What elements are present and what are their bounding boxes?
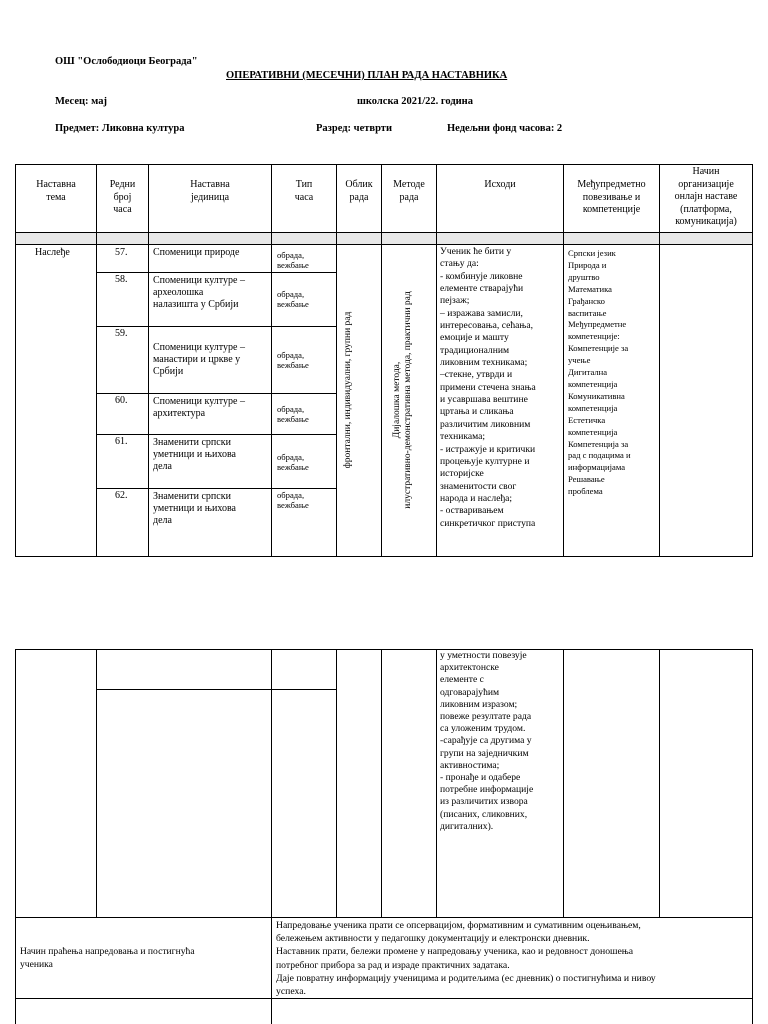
- lesson-type: обрада, вежбање: [277, 289, 309, 310]
- lesson-number: 60.: [115, 395, 128, 406]
- month-label: Месец: мај: [55, 96, 108, 107]
- col-header-form-of-work: Облик рада: [345, 179, 373, 203]
- col-header-lesson-number: Редни број часа: [109, 179, 136, 215]
- lesson-type: обрада, вежбање: [277, 452, 309, 473]
- lesson-type: обрада, вежбање: [277, 350, 309, 371]
- lesson-number: 58.: [115, 274, 128, 285]
- form-of-work: фронтални, индивидуални, групни рад: [343, 311, 353, 469]
- header-spacer-row: [16, 233, 752, 244]
- col-header-online-organization: Начин организације онлајн наставе (платформа, комуникација): [674, 166, 738, 227]
- teaching-unit: Споменици културе – архитектура: [153, 396, 245, 419]
- teaching-methods: Дијалошка метода, илустративно-демонстративна метода, практични рад: [392, 291, 413, 509]
- weekly-hours-label: Недељни фонд часова: 2: [447, 123, 563, 134]
- col-header-outcomes: Исходи: [484, 179, 516, 190]
- lesson-type: обрада, вежбање: [277, 250, 309, 271]
- topic-cell: Наслеђе: [35, 247, 70, 258]
- col-header-lesson-type: Тип часа: [294, 179, 314, 203]
- col-header-cross-curricular: Међупредметно повезивање и компетенције: [577, 179, 646, 215]
- monitoring-text: Напредовање ученика прати се опсервацијом, формативним и сумативним оцењивањем, бележењем активности у педагошку документацију и електронски дневник. Наставник прати, бележи промене у напредовању ученика, као и редовност доношења потребног прибора за рад и израде практичних задатака. Даје повратну информацију ученицима и родитељима (ес дневник) о постигнућима и нивоу успеха.: [276, 920, 656, 998]
- document-title: ОПЕРАТИВНИ (МЕСЕЧНИ) ПЛАН РАДА НАСТАВНИКА: [226, 70, 508, 81]
- outcomes-text-continued: у уметности повезује архитектонске елементе с одговарајућим ликовним изразом; повеже резултате рада са уложеним трудом. -сарађује са другима у групи на заједничким активностима; - пронађе и одабере потребне информације из различитих извора (писаних, сликовних, дигиталних).: [440, 650, 534, 832]
- school-name: ОШ "Ослободиоци Београда": [55, 56, 198, 67]
- teaching-unit: Споменици културе – манастири и цркве у Србији: [153, 342, 245, 377]
- lesson-number: 62.: [115, 490, 128, 501]
- lesson-type: обрада, вежбање: [277, 404, 309, 425]
- col-header-methods: Методе рада: [393, 179, 425, 203]
- lesson-number: 59.: [115, 328, 128, 339]
- teaching-unit: Споменици културе – археолошка налазишта у Србији: [153, 275, 245, 310]
- grade-label: Разред: четврти: [316, 123, 392, 134]
- col-header-topic: Наставна тема: [36, 179, 76, 203]
- lesson-type: обрада, вежбање: [277, 490, 309, 511]
- teaching-unit: Знаменити српски уметници и њихова дела: [153, 437, 236, 472]
- teaching-unit: Споменици природе: [153, 247, 240, 258]
- lesson-number: 61.: [115, 436, 128, 447]
- col-header-teaching-unit: Наставна јединица: [190, 179, 230, 203]
- outcomes-text: Ученик ће бити у стању да: - комбинује ликовне елементе стварајући пејзаж; – изражава замисли, интересовања, сећања, емоције и машту традиционалним ликовним техникама; –стекне, утврди и примени стечена знања и усавршава вештине цртања и сликања различитим ликовним техникама; - истражује и критички процењује културне и историјске знаменитости свог народа и наслеђа; - остваривањем синкретичког приступа: [440, 246, 536, 529]
- lesson-number: 57.: [115, 247, 128, 258]
- monitoring-label: Начин праћења напредовања и постигнућа ученика: [20, 946, 195, 970]
- subject-label: Предмет: Ликовна култура: [55, 123, 185, 134]
- cross-curricular-competences: Српски језик Природа и друштво Математика Грађанско васпитање Међупредметне компетенције: Компетенције за учење Дигитална компетенција Комуникативна компетенција Естетичка компетенција Компетенција за рад с подацима и информацијама Решавање проблема: [568, 248, 631, 497]
- teaching-unit: Знаменити српски уметници и њихова дела: [153, 491, 236, 526]
- school-year: школска 2021/22. година: [357, 96, 473, 107]
